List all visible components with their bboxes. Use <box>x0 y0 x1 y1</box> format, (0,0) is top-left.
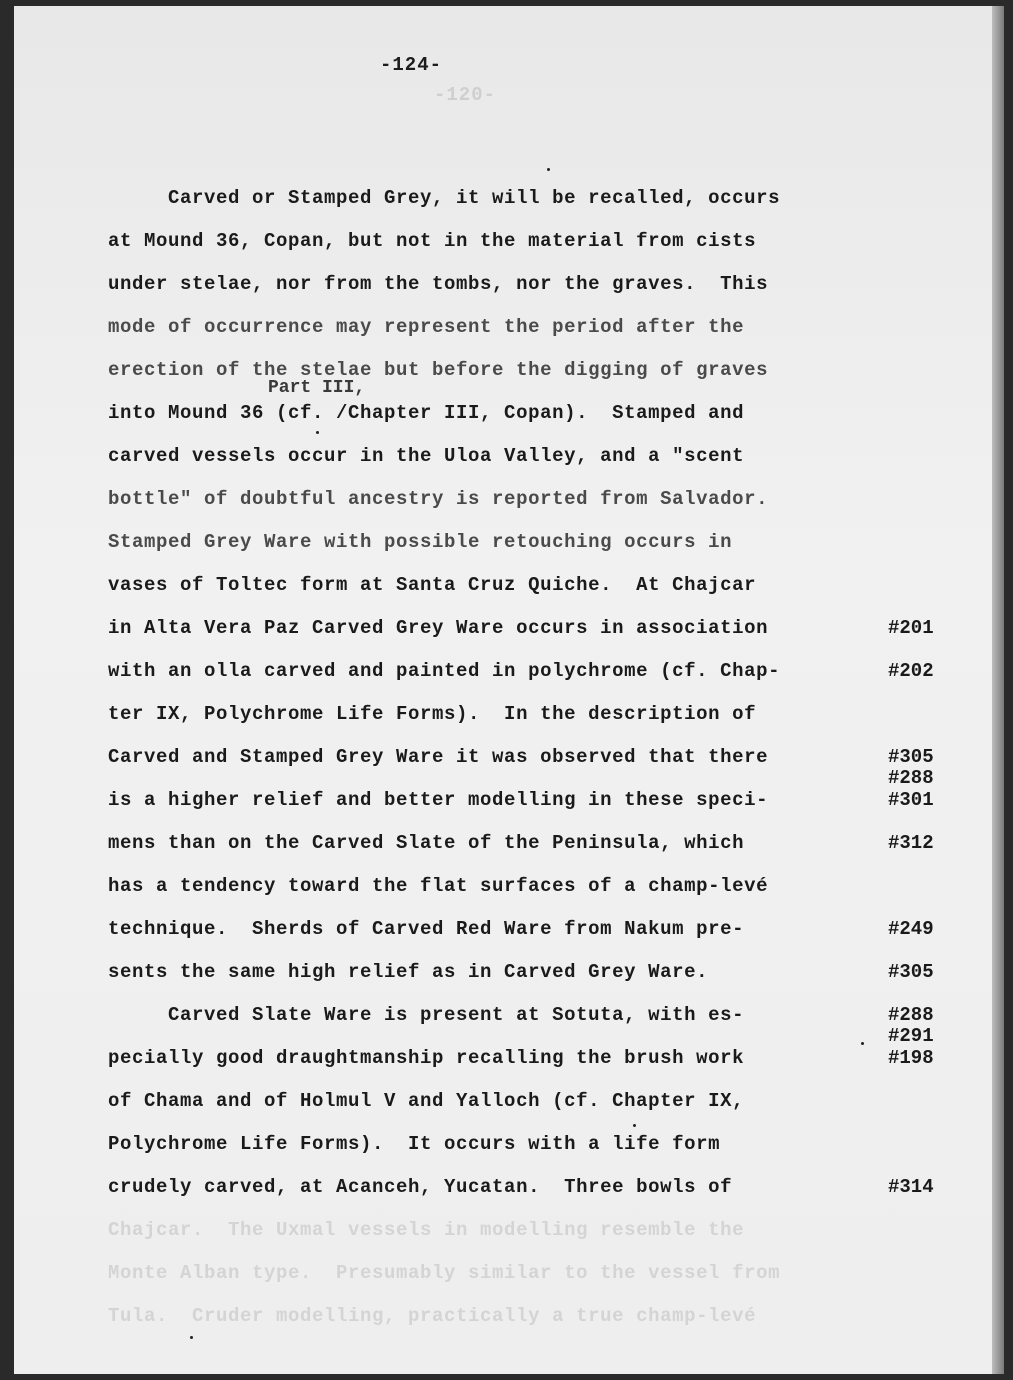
margin-ref: #288 <box>888 1004 934 1026</box>
text-line: erection of the stelae but before the digging of graves <box>108 359 769 381</box>
text-line: crudely carved, at Acanceh, Yucatan. Three bowls of <box>108 1176 733 1198</box>
text-line: Carved Slate Ware is present at Sotuta, with es- <box>108 1004 745 1026</box>
margin-ref: #201 <box>888 617 934 639</box>
faded-text-line: Tula. Cruder modelling, practically a true champ-levé <box>108 1305 757 1327</box>
faded-text-line: Chajcar. The Uxmal vessels in modelling resemble the <box>108 1219 745 1241</box>
ink-speck <box>316 431 319 434</box>
ghost-page-number: -120- <box>434 84 497 106</box>
text-line: Carved or Stamped Grey, it will be recalled, occurs <box>108 187 781 209</box>
margin-ref: #249 <box>888 918 934 940</box>
text-line: bottle" of doubtful ancestry is reported from Salvador. <box>108 488 769 510</box>
text-line: technique. Sherds of Carved Red Ware from Nakum pre- <box>108 918 745 940</box>
text-line: mode of occurrence may represent the period after the <box>108 316 745 338</box>
text-line: mens than on the Carved Slate of the Peninsula, which <box>108 832 745 854</box>
page-edge-shadow <box>992 6 1004 1374</box>
text-line: sents the same high relief as in Carved Grey Ware. <box>108 961 709 983</box>
text-line: of Chama and of Holmul V and Yalloch (cf. Chapter IX, <box>108 1090 745 1112</box>
page-number: -124- <box>380 54 443 76</box>
text-line: ter IX, Polychrome Life Forms). In the description of <box>108 703 757 725</box>
text-line: Carved and Stamped Grey Ware it was observed that there <box>108 746 769 768</box>
text-line: in Alta Vera Paz Carved Grey Ware occurs in association <box>108 617 769 639</box>
ink-speck <box>633 1124 636 1127</box>
text-line: Polychrome Life Forms). It occurs with a life form <box>108 1133 721 1155</box>
margin-ref: #198 <box>888 1047 934 1069</box>
margin-ref: #291 <box>888 1024 934 1047</box>
interlinear-insert: Part III, <box>268 378 366 398</box>
text-line: at Mound 36, Copan, but not in the material from cists <box>108 230 757 252</box>
text-line: has a tendency toward the flat surfaces of a champ-levé <box>108 875 769 897</box>
text-line: into Mound 36 (cf. /Chapter III, Copan). Stamped and <box>108 402 745 424</box>
margin-ref: #301 <box>888 789 934 811</box>
margin-ref: #288 <box>888 766 934 789</box>
text-line: pecially good draughtmanship recalling the brush work <box>108 1047 745 1069</box>
text-line: vases of Toltec form at Santa Cruz Quiche. At Chajcar <box>108 574 757 596</box>
document-page <box>14 6 1004 1374</box>
text-line: Stamped Grey Ware with possible retouching occurs in <box>108 531 733 553</box>
text-line: carved vessels occur in the Uloa Valley, and a "scent <box>108 445 745 467</box>
text-line: with an olla carved and painted in polychrome (cf. Chap- <box>108 660 781 682</box>
margin-ref: #202 <box>888 660 934 682</box>
margin-ref: #305 <box>888 961 934 983</box>
ink-speck <box>861 1042 864 1045</box>
text-line: is a higher relief and better modelling in these speci- <box>108 789 769 811</box>
faded-text-line: Monte Alban type. Presumably similar to the vessel from <box>108 1262 781 1284</box>
margin-ref: #314 <box>888 1176 934 1198</box>
ink-speck <box>190 1336 193 1339</box>
margin-ref: #312 <box>888 832 934 854</box>
text-line: under stelae, nor from the tombs, nor the graves. This <box>108 273 769 295</box>
ink-speck <box>547 168 550 171</box>
margin-ref: #305 <box>888 746 934 768</box>
